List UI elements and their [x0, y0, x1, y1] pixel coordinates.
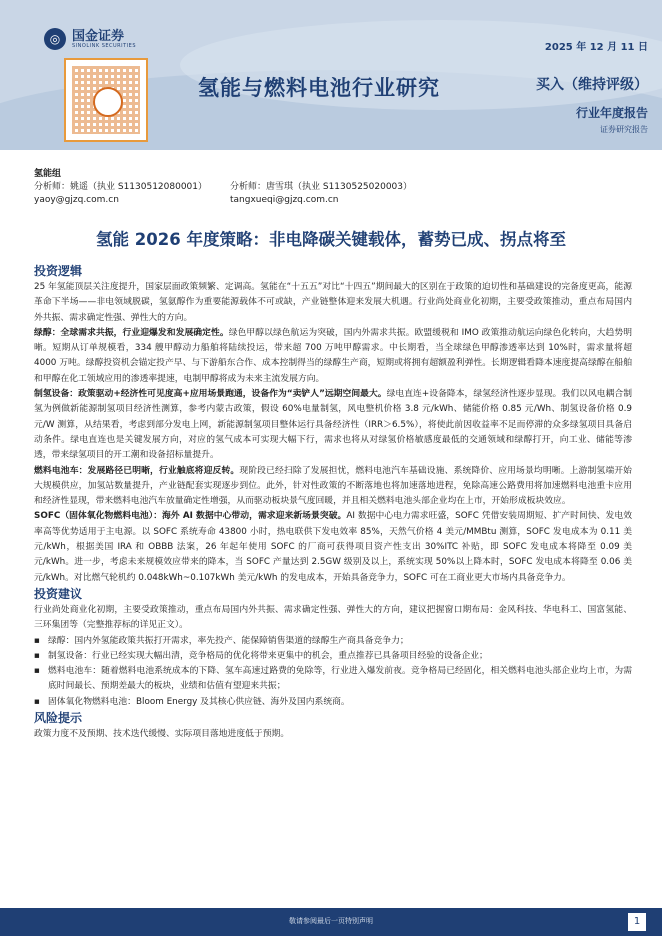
bullet-icon: ▪ — [34, 650, 40, 661]
paragraph: 政策力度不及预期、技术迭代缓慢、实际项目落地进度低于预期。 — [34, 729, 290, 740]
paragraph-lead: 制氢设备：政策驱动+经济性可见度高+应用场景跑通，设备作为“卖铲人”远期空间最大。 — [34, 389, 387, 400]
bullet-item — [34, 649, 632, 664]
section-title-risk: 风险提示 — [34, 711, 83, 726]
bullet-text: 制氢设备：行业已经实现大幅出清，竞争格局的优化将带来更集中的机会，重点推荐已具备项目经验的设备企业； — [48, 650, 488, 661]
paragraph-lead: 燃料电池车：发展路径已明晰，行业触底将迎反转。 — [34, 465, 240, 476]
paragraph-body: 现阶段已经扫除了发展担忧，燃料电池汽车基础设施、系统降价、应用场景均明晰。上游制氢端开始大规模供应，加氢站数量提升，产业链配套实现逐步到位。此外，针对性政策的不断落地也将加速落地进程，免除高速公路费用将加速燃料电池重卡应用和经济性显现，带来燃料电池汽车放量确定性增强，从而驱动板块景气度回暖，并且相关燃料电池头部企业均在上市，开始形成板块效应。 — [34, 465, 632, 507]
paragraph: 25 年氢能顶层关注度提升，国家层面政策频繁、定调高。氢能在“十五五”对比“十四五”期间最大的区别在于政策的迫切性和基础建设的完备度更高，能源革命下半场——非电领域脱碳，氢氨醇作为重要能源载体不可或缺，产业链整体迎来发展大机遇。行业尚处商业化初期，主要受政策推动，重点布局国内外共振、需求确定性强、弹性大的方向。 — [34, 282, 632, 323]
paragraph — [34, 464, 632, 510]
report-body — [34, 263, 632, 742]
qr-seal-icon — [93, 87, 123, 117]
rating: 买入（维持评级） — [536, 77, 648, 93]
section-title-logic: 投资逻辑 — [34, 264, 83, 278]
analyst-1-email[interactable]: yaoy@gjzq.com.cn — [34, 195, 119, 205]
company-logo — [44, 28, 136, 50]
industry-title: 氢能与燃料电池行业研究 — [198, 76, 440, 100]
footer-disclaimer-link[interactable]: 敬请参阅最后一页特别声明 — [289, 917, 373, 925]
analyst-group: 氢能组 — [34, 169, 62, 179]
bullet-text: 固体氧化物燃料电池：Bloom Energy 及其核心供应链、海外及国内系统商。 — [48, 696, 350, 707]
qr-code-icon — [64, 58, 148, 142]
paragraph-body: AI 数据中心电力需求旺盛，SOFC 凭借安装周期短、扩产时间快、发电效率高等优势适用于主电源。以 SOFC 系统寿命 43800 小时，热电联供下发电效率 85%，天然气价格 4 美元/MMBtu 测算，SOFC 发电成本为 0.11 美元/kWh，根据美国 IRA 和 OBBB 法案，26 年起年使用 SOFC 的厂商可获得项目资产性支出 30%ITC 补贴，即 SOFC 发电成本将降至 0.09 美元/kWh。进一步，考虑未来规模效应带来的降本，当 SOFC 产量达到 2.5GW 级别及以上，系统实现 50%以上降本时，SOFC 发电成本将降至 0.06 美元/kWh。对比燃气轮机约 0.048kWh~0.107kWh 美元/kWh 的发电成本，开始具备竞争力，SOFC 可在工商业更大市场内具备竞争力。 — [34, 511, 633, 583]
paragraph-lead: SOFC（固体氧化物燃料电池）：海外 AI 数据中心带动，需求迎来新场景突破。 — [34, 511, 347, 522]
bullet-item — [34, 634, 632, 649]
page-number: 1 — [628, 913, 646, 931]
report-type: 行业年度报告 — [575, 106, 648, 120]
bullet-icon: ▪ — [34, 635, 40, 646]
analyst-2-email[interactable]: tangxueqi@gjzq.com.cn — [230, 195, 339, 205]
bullet-text: 燃料电池车：随着燃料电池系统成本的下降、氢车高速过路费的免除等，行业进入爆发前夜。竞争格局已经固化，相关燃料电池头部企业均上市，为需底时间最长、预期差最大的板块，业绩和估值有望迎来共振； — [48, 666, 632, 692]
section-title-advice: 投资建议 — [34, 586, 83, 601]
paragraph-body: 绿电直连+设备降本，绿氢经济性逐步显现。我们以风电耦合制氢为例做新能源制氢项目经济性测算，参考内蒙古政策，假设 60%电量制氢，风电整机价格 3.8 元/kWh、储能价格 0.85 元/Wh、制氢设备价格 0.9 元/W 测算，从结果看，考虑到部分发电上网，新能源制氢项目整体运行具备经济性（IRR＞6.5%），将使此前因收益率不足而停滞的众多绿氢项目具备启动条件。绿电直连也是关键发展方向，对应的氢气成本可实现大幅下行，需求也将从对绿氢价格敏感度最低的交通领域和绿醇打开，向工业、储能等渗透，带来绿氢项目的开工潮和设备招标量提升。 — [34, 389, 633, 461]
paragraph: 行业尚处商业化初期，主要受政策推动，重点布局国内外共振、需求确定性强、弹性大的方向，建议把握窗口期布局：金风科技、华电科工、国富氢能、三环集团等（完整推荐标的详见正文）。 — [34, 604, 632, 631]
logo-en: SINOLINK SECURITIES — [72, 42, 136, 49]
bullet-icon: ▪ — [34, 696, 40, 707]
report-subtype: 证券研究报告 — [600, 125, 648, 134]
paragraph-lead: 绿醇：全球需求共振，行业迎爆发和发展确定性。 — [34, 327, 229, 338]
bullet-item — [34, 695, 632, 710]
analyst-2: 分析师：唐雪琪（执业 S1130525020003） — [230, 182, 413, 192]
report-date: 2025 年 12 月 11 日 — [544, 42, 648, 53]
header-banner — [0, 0, 662, 150]
bullet-icon: ▪ — [34, 666, 40, 677]
paragraph — [34, 387, 632, 463]
paragraph — [34, 509, 632, 585]
logo-cn: 国金证券 — [72, 28, 125, 44]
bullet-text: 绿醇：国内外氢能政策共振打开需求，率先投产、能保障销售渠道的绿醇生产商具备竞争力； — [48, 635, 409, 646]
logo-mark-icon: ◎ — [44, 28, 66, 50]
paragraph — [34, 326, 632, 387]
analyst-block — [34, 168, 412, 207]
bullet-item — [34, 664, 632, 695]
footer — [0, 908, 662, 936]
main-title: 氢能 2026 年度策略：非电降碳关键载体，蓄势已成、拐点将至 — [96, 230, 566, 249]
analyst-1: 分析师：姚遥（执业 S1130512080001） — [34, 182, 208, 192]
paragraph-body: 绿色甲醇以绿色航运为突破，国内外需求共振。欧盟缓税和 IMO 政策推动航运向绿色化转向，大趋势明晰。短期从订单规模看，334 艘甲醇动力船舶将陆续投运，带来超 700 万吨甲醇需求。中长期看，当全球绿色甲醇渗透率达到 10%时，需求量将超 4000 万吨。绿醇投资机会锚定投产早、与下游船东合作、成本控制得当的绿醇生产商，短期或将拥有超额盈利弹性。长期逻辑看降本速度提高绿醇在船舶和甲醇在化工领域应用的渗透率提速，电制甲醇将成为未来主流发展方向。 — [34, 327, 632, 384]
